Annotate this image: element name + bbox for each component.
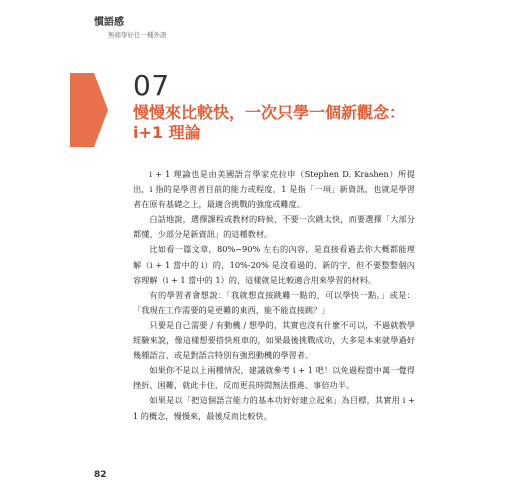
paragraph: 只要是自己需要 / 有動機 / 想學的，其實也沒有什麼不可以，不過就教學經驗來說，像這樣想要搭快班車的，如果最後挑戰成功，大多是本來就學過好幾種語言、或是對語言特別有強烈動機的學習者。 (133, 319, 415, 361)
running-header (94, 16, 167, 40)
chapter-title-line-1: 慢慢來比較快，一次只學一個新觀念： (133, 103, 406, 122)
book-subtitle: 無痛學好任一種外語 (108, 31, 167, 39)
paragraph: 有的學習者會想說：「我就想直接跳難一點的，可以學快一點。」或是：「我現在工作需要的是更難的東西，能不能直接跳？」 (133, 289, 415, 315)
page-number: 82 (94, 470, 107, 480)
paragraph: 如果是以「把這個語言能力的基本功好好建立起來」為目標，其實用 i + 1 的概念，慢慢來，最後反而比較快。 (133, 395, 415, 421)
paragraph: 如果你不是以上兩種情況，建議就參考 i + 1 吧！以免過程當中萬一覺得挫折、困難，就此卡住，反而更長時間無法推進、事倍功半。 (133, 365, 415, 391)
paragraph: 白話地說，選擇課程或教材的時候，不要一次跳太快，而要選擇「大部分都懂、少部分是新資訊」的這種教材。 (133, 214, 415, 240)
chapter-marker-icon (70, 73, 108, 147)
paragraph: i + 1 理論也是由美國語言學家克拉申（Stephen D. Krashen）所提出，i 指的是學習者目前的能力或程度，1 是指「一項」新資訊，也就是學習者在原有基礎之上，最適合挑戰的強度或難度。 (133, 169, 415, 210)
chapter-number: 07 (133, 69, 170, 102)
chapter-title-line-2: i+1 理論 (133, 123, 201, 142)
paragraph: 比如看一篇文章，80%~90% 左右的內容，是直接看過去你大概都能理解（i + 1 當中的 i）的，10%-20% 是沒看過的、新的字，但不要整整個內容理解（i + 1 當中的 1）的，這樣就是比較適合用來學習的材料。 (133, 244, 415, 285)
book-title: 慣語感 (94, 17, 124, 28)
body-text (133, 167, 415, 424)
chapter-title (133, 103, 463, 143)
